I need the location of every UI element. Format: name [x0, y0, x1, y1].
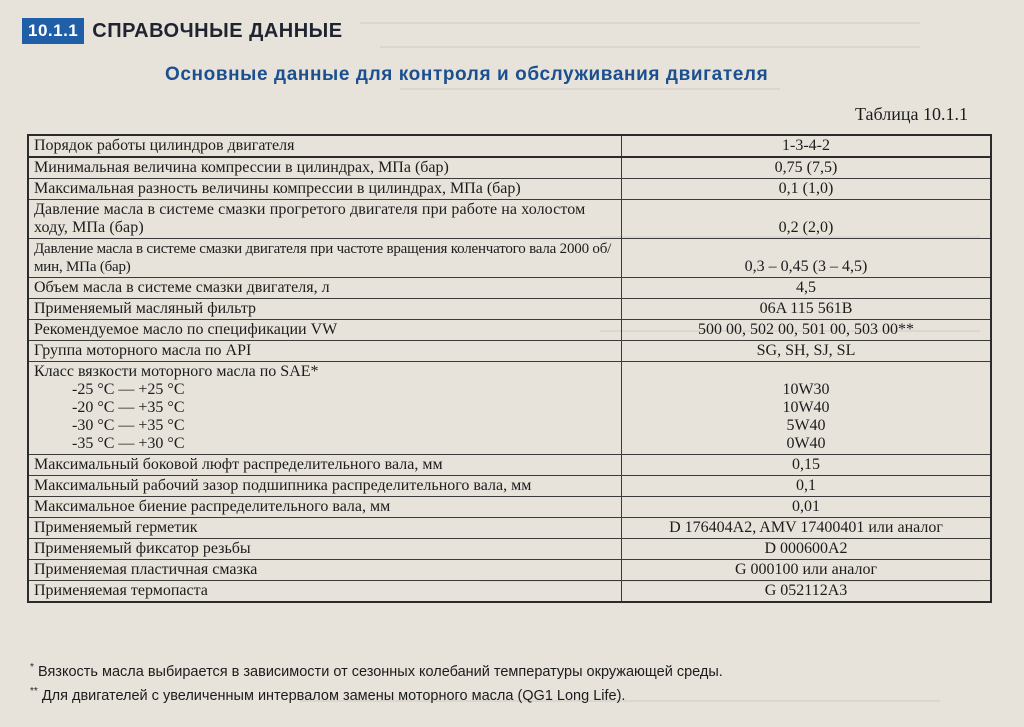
param-cell: Применяемая термопаста	[28, 581, 622, 603]
sae-value: 10W40	[782, 399, 830, 416]
value-cell: 0,1	[622, 476, 992, 497]
value-cell: 0,01	[622, 497, 992, 518]
value-cell: 0,15	[622, 455, 992, 476]
table-row	[28, 200, 991, 239]
sae-value: 5W40	[786, 417, 826, 434]
param-cell: Применяемая пластичная смазка	[28, 560, 622, 581]
table-row	[28, 157, 991, 179]
footnote-2	[30, 682, 1010, 706]
footnote-1	[30, 658, 1010, 682]
footnote-2-text: Для двигателей с увеличенным интервалом замены моторного масла (QG1 Long Life).	[41, 687, 626, 704]
table-row	[28, 179, 991, 200]
value-cell: G 000100 или аналог	[622, 560, 992, 581]
sae-values-cell	[622, 362, 992, 455]
param-cell: Применяемый фиксатор резьбы	[28, 539, 622, 560]
footnotes	[30, 658, 1010, 706]
value-cell: 06A 115 561B	[622, 299, 992, 320]
section-header	[22, 14, 343, 48]
sae-range: -35 °С — +30 °С	[72, 435, 185, 452]
sae-label: Класс вязкости моторного масла по SAE*	[34, 363, 319, 380]
sae-value: 0W40	[786, 435, 826, 452]
value-cell: 500 00, 502 00, 501 00, 503 00**	[622, 320, 992, 341]
footnote-1-text: Вязкость масла выбирается в зависимости от сезонных колебаний температуры окружающей среды.	[37, 663, 723, 680]
table-row	[28, 476, 991, 497]
table-row	[28, 455, 991, 476]
value-cell: 0,1 (1,0)	[622, 179, 992, 200]
param-cell: Объем масла в системе смазки двигателя, л	[28, 278, 622, 299]
sae-range: -25 °С — +25 °С	[72, 381, 185, 398]
param-cell: Максимальное биение распределительного вала, мм	[28, 497, 622, 518]
table-row	[28, 560, 991, 581]
section-number-badge: 10.1.1	[22, 18, 84, 44]
param-cell: Применяемый герметик	[28, 518, 622, 539]
param-cell: Группа моторного масла по API	[28, 341, 622, 362]
table-row	[28, 497, 991, 518]
param-cell: Давление масла в системе смазки двигателя при частоте вращения коленчатого вала 2000 об/мин, МПа (бар)	[28, 239, 622, 278]
spec-table	[27, 134, 992, 603]
table-row	[28, 239, 991, 278]
param-cell: Минимальная величина компрессии в цилиндрах, МПа (бар)	[28, 157, 622, 179]
table-row	[28, 581, 991, 603]
table-row	[28, 518, 991, 539]
footnote-1-mark: *	[30, 662, 34, 673]
table-row	[28, 539, 991, 560]
table-row-sae	[28, 362, 991, 455]
sae-cell	[28, 362, 622, 455]
footnote-2-mark: **	[30, 685, 38, 697]
value-cell: 0,75 (7,5)	[622, 157, 992, 179]
value-cell: G 052112A3	[622, 581, 992, 603]
table-label: Таблица 10.1.1	[855, 104, 968, 124]
table-row	[28, 135, 991, 157]
table-row	[28, 299, 991, 320]
value-cell: 1-3-4-2	[622, 135, 992, 157]
value-cell: D 000600A2	[622, 539, 992, 560]
page-title: Основные данные для контроля и обслуживания двигателя	[165, 64, 769, 85]
section-title: СПРАВОЧНЫЕ ДАННЫЕ	[92, 19, 343, 42]
param-cell: Максимальный боковой люфт распределительного вала, мм	[28, 455, 622, 476]
value-cell: 0,3 – 0,45 (3 – 4,5)	[622, 239, 992, 278]
value-cell: D 176404A2, AMV 17400401 или аналог	[622, 518, 992, 539]
table-row	[28, 320, 991, 341]
param-cell: Максимальная разность величины компрессии в цилиндрах, МПа (бар)	[28, 179, 622, 200]
param-cell: Максимальный рабочий зазор подшипника распределительного вала, мм	[28, 476, 622, 497]
param-cell: Применяемый масляный фильтр	[28, 299, 622, 320]
sae-value: 10W30	[782, 381, 830, 398]
param-cell: Рекомендуемое масло по спецификации VW	[28, 320, 622, 341]
sae-range: -30 °С — +35 °С	[72, 417, 185, 434]
value-cell: SG, SH, SJ, SL	[622, 341, 992, 362]
sae-range: -20 °С — +35 °С	[72, 399, 185, 416]
param-cell: Порядок работы цилиндров двигателя	[28, 135, 622, 157]
table-row	[28, 341, 991, 362]
value-cell: 0,2 (2,0)	[622, 200, 992, 239]
table-row	[28, 278, 991, 299]
value-cell: 4,5	[622, 278, 992, 299]
param-cell: Давление масла в системе смазки прогретого двигателя при работе на холостом ходу, МПа (бар)	[28, 200, 622, 239]
